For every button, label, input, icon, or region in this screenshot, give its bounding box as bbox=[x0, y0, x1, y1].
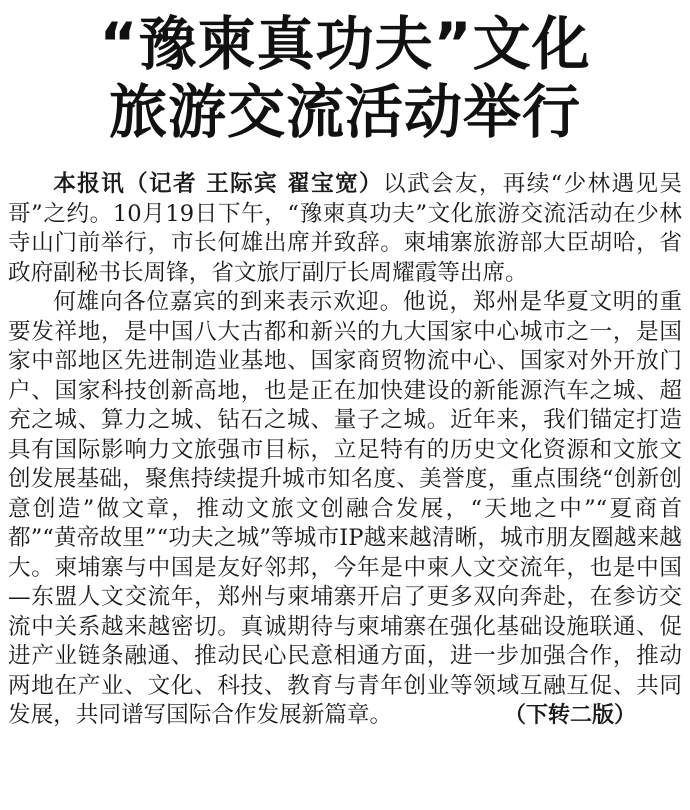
dateline-byline: 本报讯（记者 王际宾 翟宝宽） bbox=[53, 171, 384, 197]
headline-line-1: “豫柬真功夫”文化 bbox=[99, 10, 591, 78]
paragraph-2: 何雄向各位嘉宾的到来表示欢迎。他说，郑州是华夏文明的重要发祥地，是中国八大古都和新兴的九大国家中心城市之一，是国家中部地区先进制造业基地、国家商贸物流中心、国家对外开放门户、国家科技创新高地，也是正在加快建设的新能源汽车之城、超充之城、算力之城、钻石之城、量子之城。近年来，我们锚定打造具有国际影响力文旅强市目标，立足特有的历史文化资源和文旅文创发展基础，聚焦持续提升城市知名度、美誉度，重点围绕“创新创意创造”做文章，推动文旅文创融合发展，“天地之中”“夏商首都”“黄帝故里”“功夫之城”等城市IP越来越清晰，城市朋友圈越来越大。柬埔寨与中国是友好邻邦，今年是中柬人文交流年，也是中国—东盟人文交流年，郑州与柬埔寨开启了更多双向奔赴，在参访交流中关系越来越密切。真诚期待与柬埔寨在强化基础设施联通、促进产业链条融通、推动民心民意相通方面，进一步加强合作，推动两地在产业、文化、科技、教育与青年创业等领域互融互促、共同发展，共同谱写国际合作发展新篇章。 bbox=[8, 289, 682, 728]
paragraph-1 bbox=[8, 170, 682, 288]
article-body bbox=[8, 170, 682, 730]
headline bbox=[8, 0, 682, 146]
paragraph-1-text: 以武会友，再续“少林遇见吴哥”之约。10月19日下午，“豫柬真功夫”文化旅游交流活动在少林寺山门前举行，市长何雄出席并致辞。柬埔寨旅游部大臣胡哈，省政府副秘书长周锋，省文旅厅副厅长周耀霞等出席。 bbox=[8, 171, 682, 286]
continued-on-page-2: （下转二版） bbox=[503, 702, 636, 728]
headline-line-2: 旅游交流活动举行 bbox=[108, 78, 581, 146]
